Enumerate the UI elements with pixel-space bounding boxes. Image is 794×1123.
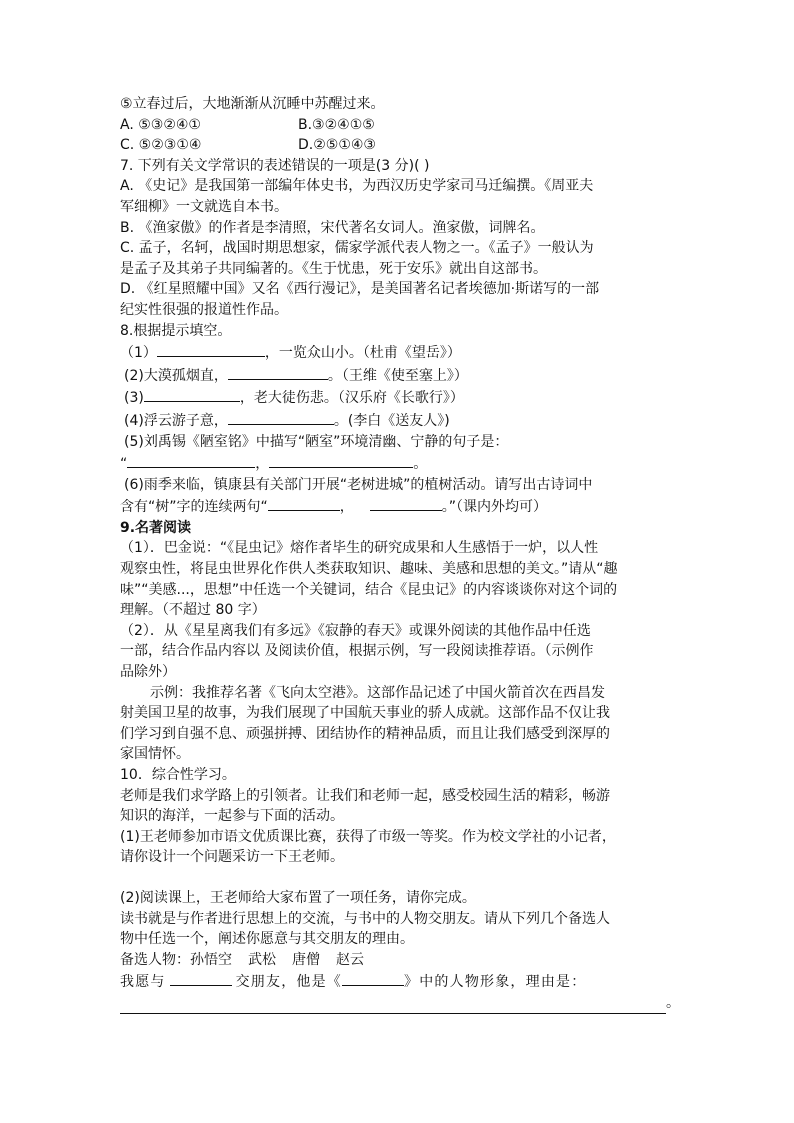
reason-blank[interactable] (120, 997, 666, 1014)
q9-example-line2: 射美国卫星的故事，为我们展现了中国航天事业的骄人成就。这部作品不仅让我 (120, 705, 610, 722)
q10-answer-line: 我愿与 交朋友，他是《 》中的人物形象，理由是： (120, 970, 680, 993)
q8-sub5-answer: “ ， 。 (120, 452, 680, 475)
q10-intro-line2: 知识的海洋，一起参与下面的活动。 (120, 808, 344, 825)
candidate-3: 唐僧 (292, 951, 320, 968)
q9-p2-line3: 品除外） (120, 664, 176, 681)
q10-sub2-title: (2)阅读课上，王老师给大家布置了一项任务，请你完成。 (120, 889, 476, 906)
q10-sub1-line1: (1)王老师参加市语文优质课比赛，获得了市级一等奖。作为校文学社的小记者， (120, 828, 616, 845)
q6-option-d: D.②⑤①④③ (298, 137, 376, 154)
q8-sub1: （1） ，一览众山小。（杜甫《望岳》） (120, 341, 680, 364)
q6-option-c: C. ⑤②③①④ (120, 137, 202, 154)
answer-space[interactable] (120, 868, 680, 888)
q6-options-ab (120, 115, 680, 136)
q7-option-c-line1: C. 孟子，名轲，战国时期思想家，儒家学派代表人物之一。《孟子》一般认为 (120, 240, 594, 257)
q9-p2-line1: （2）．从《星星离我们有多远》《寂静的春天》或课外阅读的其他作品中任选 (120, 622, 591, 639)
q9-example-line3: 们学习到自强不息、顽强拼搏、团结协作的精神品质，而且让我们感受到深厚的 (120, 725, 610, 742)
q8-blank-5b[interactable] (269, 452, 413, 468)
q9-p1-line2: 观察虫性，将昆虫世界化作供人类获取知识、趣味、美感和思想的美文。”请从“趣 (120, 561, 618, 578)
candidates-label: 备选人物： (120, 951, 190, 968)
q8-sub3: (3) ，老大徒伤悲。（汉乐府《长歌行》） (120, 386, 680, 409)
q7-option-a-line2: 军细柳》一文就选自本书。 (120, 198, 288, 215)
q8-sub6-line1: (6)雨季来临，镇康县有关部门开展“老树进城”的植树活动。请写出古诗词中 (124, 476, 593, 493)
q10-title: 10．综合性学习。 (120, 767, 236, 783)
q10-sub2-line1: 读书就是与作者进行思想上的交流，与书中的人物交朋友。请从下列几个备选人 (120, 910, 610, 927)
q8-sub2: (2)大漠孤烟直， 。（王维《使至塞上》） (120, 364, 680, 387)
q7-option-c-line2: 是孟子及其弟子共同编著的。《生于忧患，死于安乐》就出自这部书。 (120, 260, 547, 277)
q8-blank-6b[interactable] (370, 495, 442, 511)
candidate-2: 武松 (248, 951, 276, 968)
q8-sub4: (4)浮云游子意， 。(李白《送友人》) (120, 409, 680, 432)
q8-blank-1[interactable] (157, 341, 265, 357)
q8-blank-4[interactable] (228, 409, 334, 425)
q7-stem: 7. 下列有关文学常识的表述错误的一项是(3 分)( ) (120, 157, 430, 174)
q10-reason-line: 。 (120, 993, 680, 1014)
q6-option-a: A. ⑤③②④① (120, 116, 201, 133)
book-blank[interactable] (342, 970, 404, 986)
exam-page (120, 94, 680, 1014)
q8-sub6-line2: 含有“树”字的连续两句“ ， 。”（课内外均可） (120, 495, 680, 518)
q9-p1-line3: 味”“美感...，思想”中任选一个关键词，结合《昆虫记》的内容谈谈你对这个词的 (120, 581, 618, 598)
q9-p1-line4: 理解。（不超过 80 字） (120, 602, 266, 619)
q6-item-5: ⑤立春过后，大地渐渐从沉睡中苏醒过来。 (120, 96, 385, 112)
q8-blank-5a[interactable] (127, 452, 255, 468)
q9-title: 9.名著阅读 (120, 519, 192, 536)
q8-sub5: (5)刘禹锡《陋室铭》中描写“陋室”环境清幽、宁静的句子是： (124, 433, 509, 450)
candidate-4: 赵云 (336, 951, 364, 968)
q7-option-a-line1: A. 《史记》是我国第一部编年体史书，为西汉历史学家司马迁编撰。《周亚夫 (120, 178, 594, 195)
q9-example-line1: 示例：我推荐名著《飞向太空港》。这部作品记述了中国火箭首次在西昌发 (150, 684, 605, 701)
q8-blank-2[interactable] (228, 364, 328, 380)
candidate-1: 孙悟空 (190, 951, 232, 968)
q10-candidates (120, 950, 680, 971)
q7-option-b: B. 《渔家傲》的作者是李清照，宋代著名女词人。渔家傲，词牌名。 (120, 219, 545, 236)
q8-title: 8.根据提示填空。 (120, 322, 232, 339)
q6-options-cd (120, 135, 680, 156)
q10-sub1-line2: 请你设计一个问题采访一下王老师。 (120, 849, 344, 866)
q7-option-d-line2: 纪实性很强的报道性作品。 (120, 301, 288, 318)
q9-example-line4: 家国情怀。 (120, 746, 190, 763)
q8-blank-6a[interactable] (268, 495, 340, 511)
q6-option-b: B.③②④①⑤ (298, 116, 375, 133)
q10-sub2-line2: 物中任选一个，阐述你愿意与其交朋友的理由。 (120, 931, 414, 948)
q9-p1-line1: （1）．巴金说：“《昆虫记》熔作者毕生的研究成果和人生感悟于一炉，以人性 (120, 540, 599, 557)
q9-p2-line2: 一部，结合作品内容以 及阅读价值，根据示例，写一段阅读推荐语。（示例作 (120, 643, 594, 660)
q8-blank-3[interactable] (144, 386, 240, 402)
q7-option-d-line1: D. 《红星照耀中国》又名《西行漫记》，是美国著名记者埃德加·斯诺写的一部 (120, 281, 600, 298)
q10-intro-line1: 老师是我们求学路上的引领者。让我们和老师一起，感受校园生活的精彩，畅游 (120, 787, 610, 804)
friend-blank[interactable] (170, 970, 232, 986)
